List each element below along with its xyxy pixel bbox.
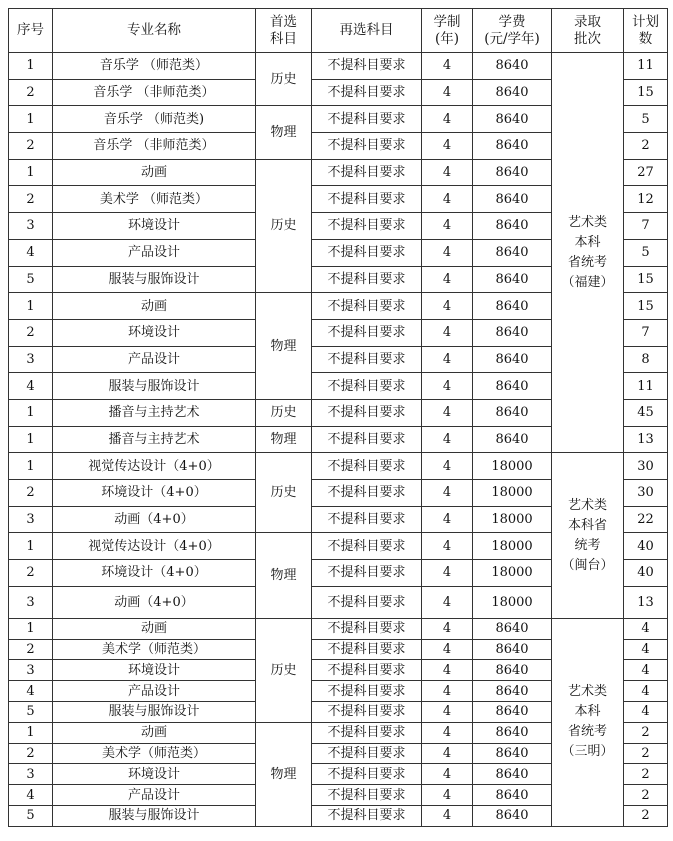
second-subject-cell: 不提科目要求 — [312, 639, 422, 660]
duration-cell: 4 — [422, 399, 473, 426]
second-subject-cell: 不提科目要求 — [312, 186, 422, 213]
tuition-cell: 8640 — [473, 764, 552, 785]
second-subject-cell: 不提科目要求 — [312, 53, 422, 80]
seq-cell: 1 — [9, 722, 53, 743]
plan-count-cell: 2 — [624, 785, 668, 806]
first-subject-cell: 物理 — [256, 426, 312, 453]
first-subject-cell: 历史 — [256, 618, 312, 722]
table-body — [9, 53, 668, 827]
major-name-cell: 环境设计 — [53, 764, 256, 785]
seq-cell: 4 — [9, 373, 53, 400]
duration-cell: 4 — [422, 805, 473, 826]
duration-cell: 4 — [422, 533, 473, 560]
duration-cell: 4 — [422, 373, 473, 400]
tuition-cell: 8640 — [473, 159, 552, 186]
plan-count-cell: 11 — [624, 53, 668, 80]
major-name-cell: 产品设计 — [53, 681, 256, 702]
header-cell: 专业名称 — [53, 9, 256, 53]
seq-cell: 3 — [9, 213, 53, 240]
seq-cell: 3 — [9, 586, 53, 618]
major-name-cell: 视觉传达设计（4+0） — [53, 453, 256, 480]
duration-cell: 4 — [422, 701, 473, 722]
plan-count-cell: 12 — [624, 186, 668, 213]
first-subject-cell: 历史 — [256, 453, 312, 533]
tuition-cell: 8640 — [473, 743, 552, 764]
tuition-cell: 18000 — [473, 480, 552, 507]
tuition-cell: 18000 — [473, 533, 552, 560]
second-subject-cell: 不提科目要求 — [312, 239, 422, 266]
seq-cell: 1 — [9, 53, 53, 80]
second-subject-cell: 不提科目要求 — [312, 533, 422, 560]
tuition-cell: 8640 — [473, 399, 552, 426]
seq-cell: 4 — [9, 681, 53, 702]
seq-cell: 2 — [9, 133, 53, 160]
major-name-cell: 动画 — [53, 722, 256, 743]
major-name-cell: 播音与主持艺术 — [53, 399, 256, 426]
first-subject-cell: 物理 — [256, 106, 312, 159]
major-name-cell: 动画（4+0） — [53, 506, 256, 533]
second-subject-cell: 不提科目要求 — [312, 213, 422, 240]
plan-count-cell: 4 — [624, 660, 668, 681]
tuition-cell: 8640 — [473, 618, 552, 639]
duration-cell: 4 — [422, 618, 473, 639]
seq-cell: 5 — [9, 701, 53, 722]
second-subject-cell: 不提科目要求 — [312, 722, 422, 743]
seq-cell: 4 — [9, 239, 53, 266]
tuition-cell: 8640 — [473, 785, 552, 806]
second-subject-cell: 不提科目要求 — [312, 133, 422, 160]
plan-count-cell: 2 — [624, 805, 668, 826]
tuition-cell: 18000 — [473, 506, 552, 533]
tuition-cell: 8640 — [473, 373, 552, 400]
plan-count-cell: 5 — [624, 239, 668, 266]
seq-cell: 2 — [9, 639, 53, 660]
plan-count-cell: 2 — [624, 764, 668, 785]
first-subject-cell: 历史 — [256, 53, 312, 106]
seq-cell: 1 — [9, 159, 53, 186]
major-name-cell: 动画 — [53, 618, 256, 639]
plan-count-cell: 4 — [624, 639, 668, 660]
plan-count-cell: 2 — [624, 743, 668, 764]
plan-count-cell: 40 — [624, 560, 668, 587]
second-subject-cell: 不提科目要求 — [312, 453, 422, 480]
major-name-cell: 服装与服饰设计 — [53, 805, 256, 826]
tuition-cell: 8640 — [473, 722, 552, 743]
duration-cell: 4 — [422, 239, 473, 266]
plan-count-cell: 4 — [624, 701, 668, 722]
tuition-cell: 8640 — [473, 805, 552, 826]
plan-count-cell: 4 — [624, 681, 668, 702]
major-name-cell: 环境设计 — [53, 319, 256, 346]
major-name-cell: 音乐学 （师范类） — [53, 53, 256, 80]
tuition-cell: 8640 — [473, 53, 552, 80]
seq-cell: 5 — [9, 805, 53, 826]
admission-batch-cell: 艺术类 本科 省统考 （福建） — [552, 53, 624, 453]
second-subject-cell: 不提科目要求 — [312, 373, 422, 400]
first-subject-cell: 历史 — [256, 159, 312, 292]
plan-count-cell: 45 — [624, 399, 668, 426]
seq-cell: 1 — [9, 453, 53, 480]
tuition-cell: 18000 — [473, 560, 552, 587]
second-subject-cell: 不提科目要求 — [312, 346, 422, 373]
tuition-cell: 8640 — [473, 319, 552, 346]
duration-cell: 4 — [422, 660, 473, 681]
tuition-cell: 8640 — [473, 266, 552, 293]
duration-cell: 4 — [422, 681, 473, 702]
plan-count-cell: 11 — [624, 373, 668, 400]
second-subject-cell: 不提科目要求 — [312, 79, 422, 106]
tuition-cell: 8640 — [473, 660, 552, 681]
seq-cell: 3 — [9, 506, 53, 533]
second-subject-cell: 不提科目要求 — [312, 764, 422, 785]
duration-cell: 4 — [422, 79, 473, 106]
second-subject-cell: 不提科目要求 — [312, 399, 422, 426]
seq-cell: 2 — [9, 186, 53, 213]
duration-cell: 4 — [422, 133, 473, 160]
header-cell: 学制 (年) — [422, 9, 473, 53]
major-name-cell: 音乐学 （非师范类） — [53, 133, 256, 160]
tuition-cell: 8640 — [473, 346, 552, 373]
plan-count-cell: 15 — [624, 79, 668, 106]
header-cell: 首选 科目 — [256, 9, 312, 53]
tuition-cell: 18000 — [473, 453, 552, 480]
major-name-cell: 环境设计（4+0） — [53, 480, 256, 507]
duration-cell: 4 — [422, 560, 473, 587]
second-subject-cell: 不提科目要求 — [312, 266, 422, 293]
plan-count-cell: 5 — [624, 106, 668, 133]
seq-cell: 1 — [9, 106, 53, 133]
tuition-cell: 8640 — [473, 639, 552, 660]
second-subject-cell: 不提科目要求 — [312, 159, 422, 186]
duration-cell: 4 — [422, 743, 473, 764]
tuition-cell: 8640 — [473, 239, 552, 266]
second-subject-cell: 不提科目要求 — [312, 480, 422, 507]
plan-count-cell: 7 — [624, 213, 668, 240]
duration-cell: 4 — [422, 293, 473, 320]
plan-count-cell: 22 — [624, 506, 668, 533]
table-row — [9, 618, 668, 639]
header-cell: 再选科目 — [312, 9, 422, 53]
major-name-cell: 环境设计 — [53, 213, 256, 240]
duration-cell: 4 — [422, 639, 473, 660]
second-subject-cell: 不提科目要求 — [312, 743, 422, 764]
major-name-cell: 视觉传达设计（4+0） — [53, 533, 256, 560]
major-name-cell: 美术学（师范类） — [53, 639, 256, 660]
seq-cell: 3 — [9, 660, 53, 681]
first-subject-cell: 物理 — [256, 722, 312, 826]
major-name-cell: 环境设计（4+0） — [53, 560, 256, 587]
plan-count-cell: 8 — [624, 346, 668, 373]
major-name-cell: 动画（4+0） — [53, 586, 256, 618]
second-subject-cell: 不提科目要求 — [312, 506, 422, 533]
first-subject-cell: 物理 — [256, 533, 312, 618]
duration-cell: 4 — [422, 266, 473, 293]
major-name-cell: 服装与服饰设计 — [53, 373, 256, 400]
header-cell: 序号 — [9, 9, 53, 53]
admission-batch-cell: 艺术类 本科省 统考 （闽台） — [552, 453, 624, 618]
duration-cell: 4 — [422, 213, 473, 240]
major-name-cell: 播音与主持艺术 — [53, 426, 256, 453]
seq-cell: 3 — [9, 764, 53, 785]
tuition-cell: 8640 — [473, 681, 552, 702]
seq-cell: 2 — [9, 560, 53, 587]
duration-cell: 4 — [422, 319, 473, 346]
plan-count-cell: 7 — [624, 319, 668, 346]
second-subject-cell: 不提科目要求 — [312, 805, 422, 826]
duration-cell: 4 — [422, 764, 473, 785]
tuition-cell: 8640 — [473, 213, 552, 240]
plan-count-cell: 15 — [624, 293, 668, 320]
major-name-cell: 产品设计 — [53, 239, 256, 266]
second-subject-cell: 不提科目要求 — [312, 618, 422, 639]
header-cell: 学费 (元/学年) — [473, 9, 552, 53]
plan-count-cell: 30 — [624, 480, 668, 507]
major-name-cell: 音乐学 （师范类) — [53, 106, 256, 133]
major-name-cell: 动画 — [53, 293, 256, 320]
second-subject-cell: 不提科目要求 — [312, 701, 422, 722]
duration-cell: 4 — [422, 159, 473, 186]
second-subject-cell: 不提科目要求 — [312, 560, 422, 587]
seq-cell: 1 — [9, 399, 53, 426]
enrollment-plan-table — [8, 8, 668, 827]
major-name-cell: 产品设计 — [53, 346, 256, 373]
second-subject-cell: 不提科目要求 — [312, 785, 422, 806]
major-name-cell: 服装与服饰设计 — [53, 701, 256, 722]
seq-cell: 3 — [9, 346, 53, 373]
seq-cell: 1 — [9, 293, 53, 320]
duration-cell: 4 — [422, 480, 473, 507]
tuition-cell: 8640 — [473, 701, 552, 722]
major-name-cell: 环境设计 — [53, 660, 256, 681]
seq-cell: 1 — [9, 618, 53, 639]
major-name-cell: 动画 — [53, 159, 256, 186]
second-subject-cell: 不提科目要求 — [312, 681, 422, 702]
admission-batch-cell: 艺术类 本科 省统考 （三明） — [552, 618, 624, 826]
tuition-cell: 8640 — [473, 133, 552, 160]
table-row — [9, 53, 668, 80]
header-cell: 录取 批次 — [552, 9, 624, 53]
duration-cell: 4 — [422, 453, 473, 480]
major-name-cell: 美术学（师范类） — [53, 743, 256, 764]
seq-cell: 5 — [9, 266, 53, 293]
tuition-cell: 8640 — [473, 106, 552, 133]
major-name-cell: 美术学 （师范类） — [53, 186, 256, 213]
plan-count-cell: 27 — [624, 159, 668, 186]
duration-cell: 4 — [422, 506, 473, 533]
header-cell: 计划 数 — [624, 9, 668, 53]
second-subject-cell: 不提科目要求 — [312, 319, 422, 346]
plan-count-cell: 13 — [624, 586, 668, 618]
second-subject-cell: 不提科目要求 — [312, 293, 422, 320]
duration-cell: 4 — [422, 426, 473, 453]
tuition-cell: 8640 — [473, 426, 552, 453]
plan-count-cell: 2 — [624, 722, 668, 743]
major-name-cell: 产品设计 — [53, 785, 256, 806]
plan-count-cell: 2 — [624, 133, 668, 160]
first-subject-cell: 物理 — [256, 293, 312, 400]
plan-count-cell: 13 — [624, 426, 668, 453]
major-name-cell: 服装与服饰设计 — [53, 266, 256, 293]
duration-cell: 4 — [422, 785, 473, 806]
first-subject-cell: 历史 — [256, 399, 312, 426]
seq-cell: 4 — [9, 785, 53, 806]
plan-count-cell: 40 — [624, 533, 668, 560]
seq-cell: 1 — [9, 533, 53, 560]
duration-cell: 4 — [422, 586, 473, 618]
table-row — [9, 453, 668, 480]
duration-cell: 4 — [422, 186, 473, 213]
duration-cell: 4 — [422, 346, 473, 373]
tuition-cell: 18000 — [473, 586, 552, 618]
seq-cell: 2 — [9, 743, 53, 764]
duration-cell: 4 — [422, 53, 473, 80]
plan-count-cell: 15 — [624, 266, 668, 293]
second-subject-cell: 不提科目要求 — [312, 426, 422, 453]
major-name-cell: 音乐学 （非师范类） — [53, 79, 256, 106]
second-subject-cell: 不提科目要求 — [312, 586, 422, 618]
header-row — [9, 9, 668, 53]
seq-cell: 2 — [9, 319, 53, 346]
seq-cell: 2 — [9, 480, 53, 507]
plan-count-cell: 30 — [624, 453, 668, 480]
second-subject-cell: 不提科目要求 — [312, 660, 422, 681]
duration-cell: 4 — [422, 722, 473, 743]
second-subject-cell: 不提科目要求 — [312, 106, 422, 133]
duration-cell: 4 — [422, 106, 473, 133]
tuition-cell: 8640 — [473, 79, 552, 106]
tuition-cell: 8640 — [473, 293, 552, 320]
seq-cell: 2 — [9, 79, 53, 106]
tuition-cell: 8640 — [473, 186, 552, 213]
seq-cell: 1 — [9, 426, 53, 453]
plan-count-cell: 4 — [624, 618, 668, 639]
